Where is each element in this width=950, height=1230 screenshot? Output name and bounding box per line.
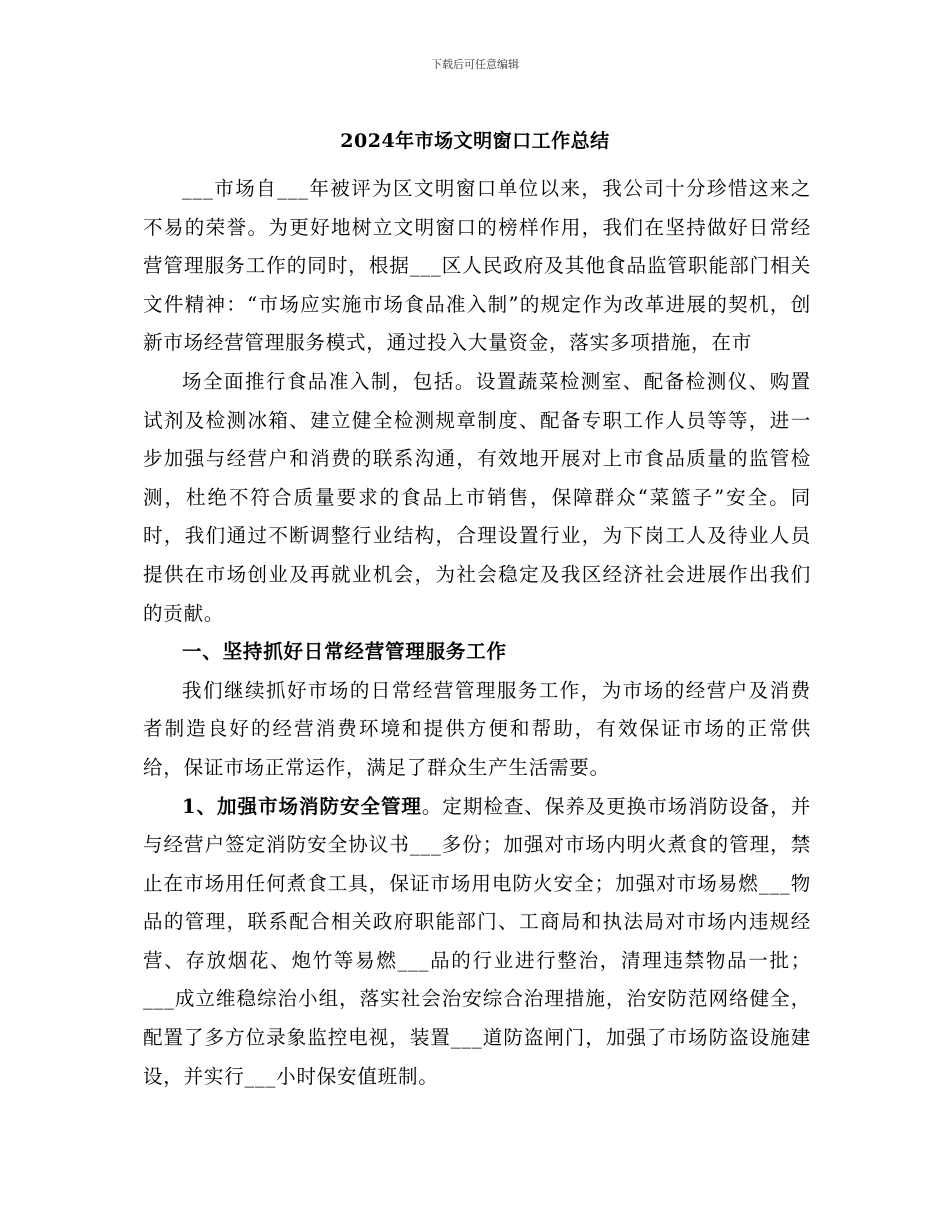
header-note: 下载后可任意编辑: [431, 58, 519, 71]
section-heading-1: 一、坚持抓好日常经营管理服务工作: [182, 640, 507, 664]
paragraph-3: 我们继续抓好市场的日常经营管理服务工作，为市场的经营户及消费者制造良好的经营消费环境和提供方便和帮助，有效保证市场的正常供给，保证市场正常运作，满足了群众生产生活需要。: [143, 678, 811, 779]
document-body: [143, 170, 811, 1096]
paragraph-2: 场全面推行食品准入制，包括。设置蔬菜检测室、配备检测仪、购置试剂及检测冰箱、建立健全检测规章制度、配备专职工作人员等等，进一步加强与经营户和消费的联系沟通，有效地开展对上市食品质量的监管检测，杜绝不符合质量要求的食品上市销售，保障群众“菜篮子”安全。同时，我们通过不断调整行业结构，合理设置行业，为下岗工人及待业人员提供在市场创业及再就业机会，为社会稳定及我区经济社会进展作出我们的贡献。: [143, 369, 811, 625]
paragraph-4-text: 。定期检查、保养及更换市场消防设备，并与经营户签定消防安全协议书___多份；加强对市场内明火煮食的管理，禁止在市场用任何煮食工具，保证市场用电防火安全；加强对市场易燃___物品的管理，联系配合相关政府职能部门、工商局和执法局对市场内违规经营、存放烟花、炮竹等易燃___品的行业进行整治，清理违禁物品一批；___成立维稳综治小组，落实社会治安综合治理措施，治安防范网络健全，配置了多方位录象监控电视，装置___道防盗闸门，加强了市场防盗设施建设，并实行___小时保安值班制。: [143, 794, 811, 1088]
paragraph-1: ___市场自___年被评为区文明窗口单位以来，我公司十分珍惜这来之不易的荣誉。为更好地树立文明窗口的榜样作用，我们在坚持做好日常经营管理服务工作的同时，根据___区人民政府及其他食品监管职能部门相关文件精神：“市场应实施市场食品准入制”的规定作为改革进展的契机，创新市场经营管理服务模式，通过投入大量资金，落实多项措施，在市: [143, 177, 811, 355]
document-title: 2024年市场文明窗口工作总结: [340, 130, 610, 152]
paragraph-4: [143, 788, 811, 1097]
paragraph-4-lead: 1、加强市场消防安全管理: [182, 794, 422, 818]
